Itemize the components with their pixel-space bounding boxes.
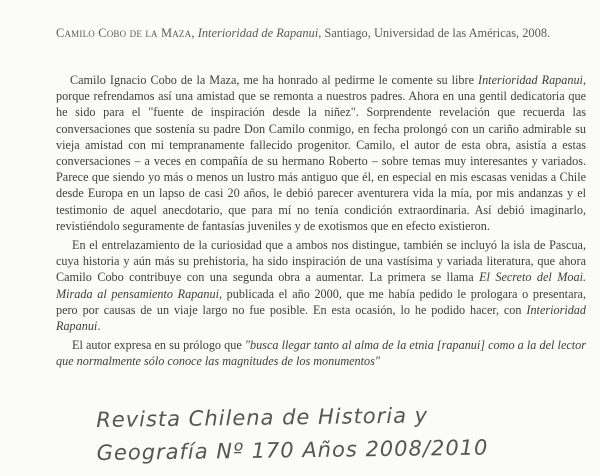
paragraph-1: Camilo Ignacio Cobo de la Maza, me ha honrado al pedirme le comente su libre Interioridad Rapanui, porque refrendamos así una amistad que se remonta a nuestros padres. Ahora en una gentil dedicatoria que he sido para el "fuente de inspiración desde la niñez". Sorprendente revelación que recuerda las conversaciones que sostenía su padre Don Camilo conmigo, en fecha prolongó con un cariño admirable su vieja amistad con mi tempranamente fallecido progenitor. Camilo, el autor de esta obra, asistía a estas conversaciones – a veces en compañía de su hermano Roberto – sobre temas muy interesantes y variados. Parece que siendo yo más o menos un lustro más antiguo que él, en especial en mis escasas venidas a Chile desde Europa en un lapso de casi 20 años, le debió parecer aventurera vida la mía, por mis andanzas y el testimonio de aquel anecdotario, que para mí no tenía condición extraordinaria. Así debió imaginarlo, revistiéndolo seguramente de fantasías juveniles y de exotismos que en efecto existieron.	[56, 73, 586, 233]
citation-author: Camilo Cobo de la Maza,	[56, 26, 195, 40]
citation-title: Interioridad de Rapanui	[197, 26, 319, 40]
book-citation	[56, 26, 584, 41]
paragraph-2: En el entrelazamiento de la curiosidad que a ambos nos distingue, también se incluyó la isla de Pascua, cuya historia y aún más su prehistoria, ha sido inspiración de una vastísima y variada literatura, que ahora Camilo Cobo contribuye con una segunda obra a aumentar. La primera se llama El Secreto del Moai. Mirada al pensamiento Rapanui, publicada el año 2000, que me había pedido le prologara o presentara, pero por causas de un viaje largo no fue posible. En esta ocasión, lo he podido hacer, con Interioridad Rapanui.	[56, 238, 586, 334]
first-book-title-italic: El Secreto del Moai. Mirada al pensamiento Rapanui	[56, 270, 586, 301]
book-title-italic: Interioridad Rapanui	[478, 73, 583, 87]
handwritten-line-1: Revista Chilena de Historia y	[96, 403, 429, 432]
quote-italic: "busca llegar tanto al alma de la etnia [rapanui] como a la del lector que normalmente sólo conoce las magnitudes de los monumentos"	[56, 338, 586, 369]
book-title-italic: Interioridad Rapanui	[56, 302, 586, 334]
review-body	[56, 72, 586, 369]
handwritten-line-2: Geografía Nº 170 Años 2008/2010	[96, 435, 489, 465]
citation-publisher: , Santiago, Universidad de las Américas, 2008.	[318, 26, 551, 40]
paragraph-3: El autor expresa en su prólogo que "busca llegar tanto al alma de la etnia [rapanui] como a la del lector que normalmente sólo conoce las magnitudes de los monumentos"	[56, 338, 586, 369]
handwritten-source-note	[96, 397, 567, 470]
